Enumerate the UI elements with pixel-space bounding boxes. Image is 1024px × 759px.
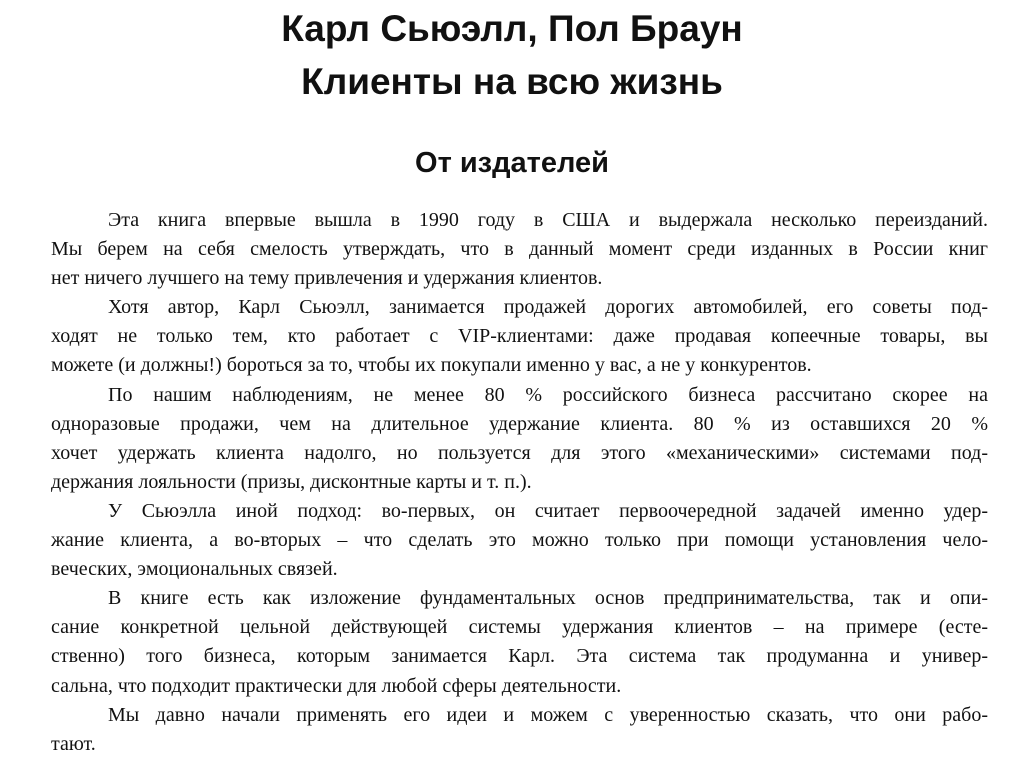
paragraph (51, 293, 988, 380)
body-text (51, 206, 988, 759)
section-heading: От издателей (415, 147, 609, 179)
text-line: тают. (51, 732, 96, 755)
text-line: хочет удержать клиента надолго, но пользуется для этого «механическими» системами под- (51, 441, 988, 464)
text-line: держания лояльности (призы, дисконтные карты и т. п.). (51, 470, 532, 493)
text-line: У Сьюэлла иной подход: во-первых, он считает первоочередной задачей именно удер- (108, 499, 988, 522)
paragraph (51, 381, 988, 497)
text-line: В книге есть как изложение фундаментальных основ предпринимательства, так и опи- (108, 587, 988, 610)
paragraph (51, 497, 988, 584)
book-authors: Карл Сьюэлл, Пол Браун (281, 8, 743, 49)
text-line: веческих, эмоциональных связей. (51, 558, 338, 581)
text-line: можете (и должны!) бороться за то, чтобы их покупали именно у вас, а не у конкурентов. (51, 354, 812, 377)
text-line: сание конкретной цельной действующей системы удержания клиентов – на примере (есте- (51, 616, 988, 639)
text-line: Мы давно начали применять его идеи и можем с уверенностью сказать, что они рабо- (108, 703, 988, 726)
text-line: По нашим наблюдениям, не менее 80 % российского бизнеса рассчитано скорее на (108, 383, 988, 406)
text-line: одноразовые продажи, чем на длительное удержание клиента. 80 % из оставшихся 20 % (51, 412, 988, 435)
text-line: ходят не только тем, кто работает с VIP-клиентами: даже продавая копеечные товары, вы (51, 325, 988, 348)
paragraph (51, 584, 988, 700)
paragraph (51, 701, 988, 759)
text-line: Эта книга впервые вышла в 1990 году в США и выдержала несколько переизданий. (108, 209, 988, 231)
text-line: ственно) того бизнеса, которым занимается Карл. Эта система так продуманна и универ- (51, 645, 988, 668)
text-line: Мы берем на себя смелость утверждать, что в данный момент среди изданных в России книг (51, 238, 988, 261)
text-line: сальна, что подходит практически для любой сферы деятельности. (51, 674, 622, 697)
text-line: Хотя автор, Карл Сьюэлл, занимается продажей дорогих автомобилей, его советы под- (108, 296, 988, 319)
text-line: нет ничего лучшего на тему привлечения и удержания клиентов. (51, 267, 603, 290)
text-line: жание клиента, а во-вторых – что сделать это можно только при помощи установления чело- (51, 529, 988, 552)
book-title: Клиенты на всю жизнь (301, 61, 723, 102)
paragraph (51, 206, 988, 293)
